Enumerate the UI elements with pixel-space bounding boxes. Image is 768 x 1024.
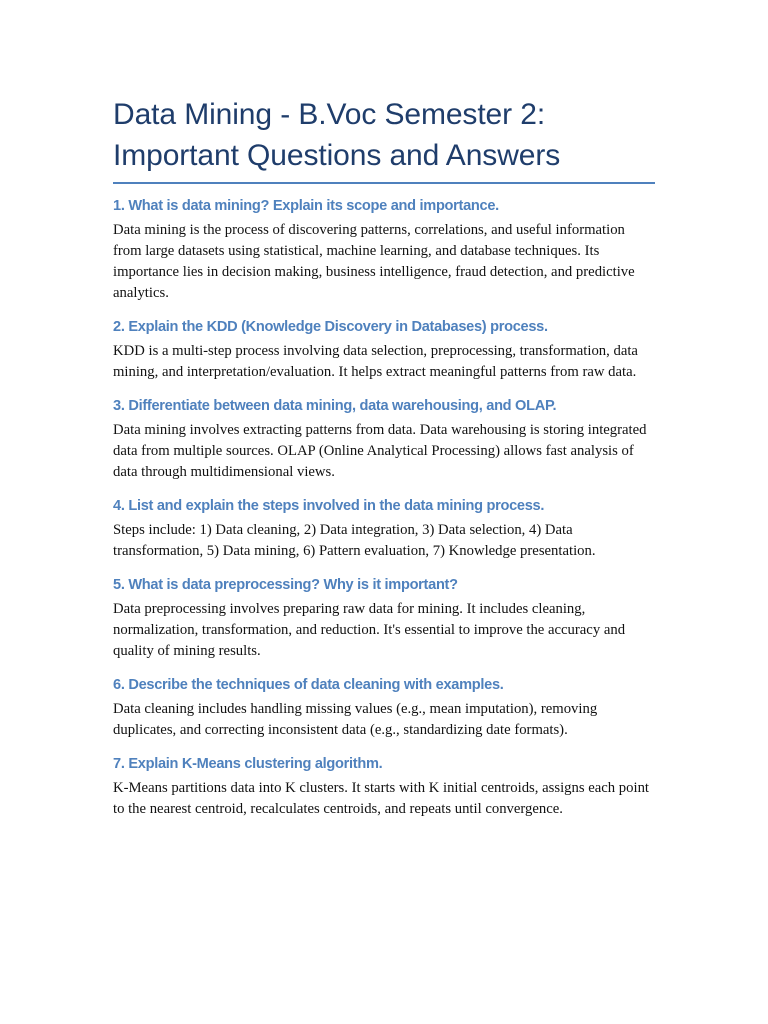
answer-text: Data preprocessing involves preparing raw data for mining. It includes cleaning, normalization, transformation, and reduction. It's essential to improve the accuracy and quality of mining results. bbox=[113, 601, 626, 659]
question-section-6 bbox=[113, 675, 655, 741]
answer-text: Data cleaning includes handling missing values (e.g., mean imputation), removing duplicates, and correcting inconsistent data (e.g., standardizing date formats). bbox=[113, 701, 598, 738]
question-heading: 5. What is data preprocessing? Why is it important? bbox=[113, 577, 458, 593]
question-section-1 bbox=[113, 196, 655, 304]
question-heading: 6. Describe the techniques of data cleaning with examples. bbox=[113, 677, 504, 693]
question-heading: 7. Explain K-Means clustering algorithm. bbox=[113, 756, 383, 772]
answer-text: KDD is a multi-step process involving data selection, preprocessing, transformation, data mining, and interpretation/evaluation. It helps extract meaningful patterns from raw data. bbox=[113, 343, 638, 380]
answer-text: K-Means partitions data into K clusters. It starts with K initial centroids, assigns each point to the nearest centroid, recalculates centroids, and repeats until convergence. bbox=[113, 780, 649, 817]
question-section-3 bbox=[113, 396, 655, 483]
answer-text: Data mining is the process of discovering patterns, correlations, and useful information from large datasets using statistical, machine learning, and database techniques. Its importance lies in decision making, business intelligence, fraud detection, and predictive analytics. bbox=[113, 222, 635, 301]
question-heading: 4. List and explain the steps involved in the data mining process. bbox=[113, 498, 545, 514]
page-title: Data Mining - B.Voc Semester 2: Important Questions and Answers bbox=[113, 98, 561, 172]
answer-text: Data mining involves extracting patterns from data. Data warehousing is storing integrated data from multiple sources. OLAP (Online Analytical Processing) allows fast analysis of data through multidimensional views. bbox=[113, 422, 647, 480]
document-page bbox=[113, 94, 655, 820]
question-section-2 bbox=[113, 317, 655, 383]
question-heading: 1. What is data mining? Explain its scope and importance. bbox=[113, 198, 499, 214]
question-section-7 bbox=[113, 754, 655, 820]
question-heading: 3. Differentiate between data mining, data warehousing, and OLAP. bbox=[113, 398, 557, 414]
title-underline bbox=[113, 182, 655, 184]
question-section-5 bbox=[113, 575, 655, 662]
question-heading: 2. Explain the KDD (Knowledge Discovery in Databases) process. bbox=[113, 319, 548, 335]
answer-text: Steps include: 1) Data cleaning, 2) Data integration, 3) Data selection, 4) Data transformation, 5) Data mining, 6) Pattern evaluation, 7) Knowledge presentation. bbox=[113, 522, 596, 559]
question-section-4 bbox=[113, 496, 655, 562]
